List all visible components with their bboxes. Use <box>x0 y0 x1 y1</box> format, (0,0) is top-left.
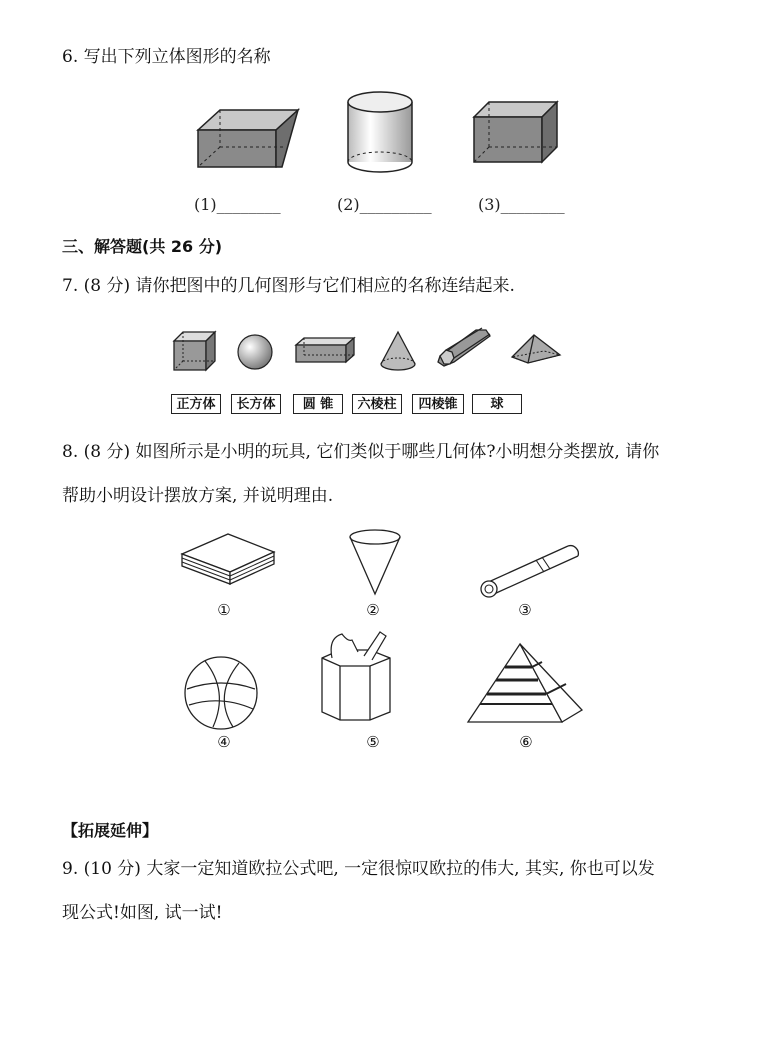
q7-label-hexagonal-prism[interactable]: 六棱柱 <box>352 394 402 414</box>
q8-toy-book <box>180 532 276 588</box>
q8-num-1: ① <box>217 601 231 619</box>
extension-title: 【拓展延伸】 <box>62 821 159 840</box>
q7-long-cuboid <box>294 336 356 364</box>
q7-label-sphere[interactable]: 球 <box>472 394 522 414</box>
q7-square-pyramid <box>508 333 564 365</box>
q8-num-5: ⑤ <box>366 733 380 751</box>
q8-toy-ball <box>183 655 259 731</box>
section-title: 三、解答题(共 26 分) <box>62 237 223 256</box>
q6-blank-3: (3)________ <box>478 195 565 214</box>
q7-text: 7. (8 分) 请你把图中的几何图形与它们相应的名称连结起来. <box>62 276 515 296</box>
q7-cube <box>172 330 218 372</box>
q6-blank-1: (1)________ <box>194 195 281 214</box>
q6-blank-2: (2)_________ <box>337 195 432 214</box>
q8-toy-cone <box>346 528 404 596</box>
q6-figure-slanted-prism <box>190 105 305 170</box>
q7-sphere <box>236 333 274 371</box>
q7-label-cone[interactable]: 圆 锥 <box>293 394 343 414</box>
q9-line2: 现公式!如图, 试一试! <box>62 903 223 923</box>
q8-toy-pyramid <box>466 640 586 730</box>
q7-label-cuboid[interactable]: 长方体 <box>231 394 281 414</box>
q6-figure-cuboid <box>472 100 560 165</box>
q8-num-4: ④ <box>217 733 231 751</box>
q6-figure-cylinder <box>345 90 417 175</box>
q8-num-2: ② <box>366 601 380 619</box>
q7-label-pyramid[interactable]: 四棱锥 <box>412 394 464 414</box>
q7-label-cube[interactable]: 正方体 <box>171 394 221 414</box>
q7-hexagonal-prism <box>436 326 492 370</box>
q7-label-row <box>0 394 768 416</box>
q8-num-3: ③ <box>518 601 532 619</box>
q8-num-6: ⑥ <box>519 733 533 751</box>
q8-line1: 8. (8 分) 如图所示是小明的玩具, 它们类似于哪些几何体?小明想分类摆放, 请你 <box>62 442 660 462</box>
q6-text: 6. 写出下列立体图形的名称 <box>62 47 271 67</box>
q8-toy-cylinder <box>476 536 586 598</box>
q8-line2: 帮助小明设计摆放方案, 并说明理由. <box>62 486 334 506</box>
q9-line1: 9. (10 分) 大家一定知道欧拉公式吧, 一定很惊叹欧拉的伟大, 其实, 你也可以发 <box>62 859 655 879</box>
q8-toy-pen-holder <box>318 628 396 723</box>
q7-cone <box>378 330 418 372</box>
